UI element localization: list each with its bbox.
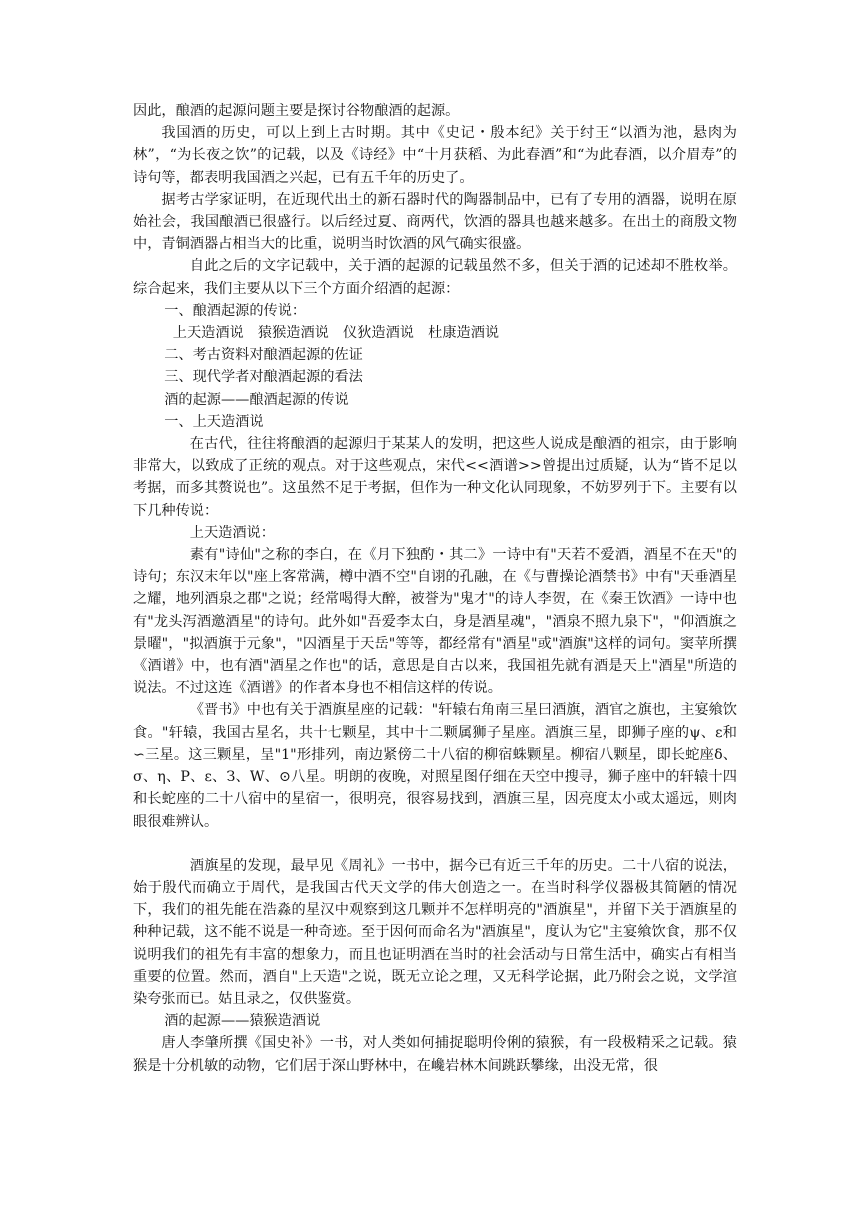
paragraph-4: 自此之后的文字记载中，关于酒的起源的记载虽然不多，但关于酒的记述却不胜枚举。综合起来，我们主要从以下三个方面介绍酒的起源： <box>133 258 737 297</box>
paragraph-6: 上天造酒说： <box>189 524 275 541</box>
outline-item-2: 二、考古资料对酿酒起源的佐证 <box>164 347 363 364</box>
paragraph-2: 我国酒的历史，可以上到上古时期。其中《史记・殷本纪》关于纣王“以酒为池，悬肉为林”，“为长夜之饮”的记载，以及《诗经》中“十月获稻、为此春酒”和“为此春酒，以介眉寿”的诗句等，都表明我国酒之兴起，已有五千年的历史了。 <box>133 125 737 186</box>
paragraph-1: 因此，酿酒的起源问题主要是探讨谷物酿酒的起源。 <box>133 103 460 119</box>
section-heading-legend: 酒的起源——酿酒起源的传说 <box>164 391 349 408</box>
subsection-heading-heaven: 一、上天造酒说 <box>164 413 264 430</box>
paragraph-3: 据考古学家证明，在近现代出土的新石器时代的陶器制品中，已有了专用的酒器，说明在原始社会，我国酿酒已很盛行。以后经过夏、商两代，饮酒的器具也越来越多。在出土的商殷文物中，青铜酒器占相当大的比重，说明当时饮酒的风气确实很盛。 <box>133 191 737 253</box>
paragraph-5: 在古代，往往将酿酒的起源归于某某人的发明，把这些人说成是酿酒的祖宗，由于影响非常大，以致成了正统的观点。对于这些观点，宋代<<酒谱>>曾提出过质疑，认为“皆不足以考据，而多其赘说也”。这虽然不足于考据，但作为一种文化认同现象，不妨罗列于下。主要有以下几种传说： <box>133 436 737 519</box>
paragraph-8: 《晋书》中也有关于酒旗星座的记载："轩辕右角南三星曰酒旗，酒官之旗也，主宴飨饮食。"轩辕，我国古星名，共十七颗星，其中十二颗属狮子星座。酒旗三星，即狮子座的ψ、ε和∽三星。这三颗星，呈"1"形排列，南边紧傍二十八宿的柳宿蛛颗星。柳宿八颗星，即长蛇座δ、σ、η、Ρ、ε、З、W、⊙八星。明朗的夜晚，对照星图仔细在天空中搜寻，狮子座中的轩辕十四和长蛇座的二十八宿中的星宿一，很明亮，很容易找到，酒旗三星，因亮度太小或太遥远，则肉眼很难辨认。 <box>133 702 737 830</box>
paragraph-9: 酒旗星的发现，最早见《周礼》一书中，据今已有近三千年的历史。二十八宿的说法，始于殷代而确立于周代，是我国古代天文学的伟大创造之一。在当时科学仪器极其简陋的情况下，我们的祖先能在浩淼的星汉中观察到这几颗并不怎样明亮的"酒旗星"，并留下关于酒旗星的种种记载，这不能不说是一种奇迹。至于因何而命名为"酒旗星"，度认为它"主宴飨饮食，那不仅说明我们的祖先有丰富的想象力，而且也证明酒在当时的社会活动与日常生活中，确实占有相当重要的位置。然而，酒自"上天造"之说，既无立论之理，又无科学论据，此乃附会之说，文学渲染夸张而已。姑且录之，仅供鉴赏。 <box>133 857 737 1007</box>
document-page <box>133 100 737 1077</box>
blank-line <box>133 833 737 855</box>
outline-item-3: 三、现代学者对酿酒起源的看法 <box>164 369 363 386</box>
outline-item-1: 一、酿酒起源的传说： <box>164 302 307 319</box>
paragraph-10: 唐人李肇所撰《国史补》一书，对人类如何捕捉聪明伶俐的猿猴，有一段极精采之记载。猿猴是十分机敏的动物，它们居于深山野林中，在巉岩林木间跳跃攀缘，出没无常，很 <box>133 1035 737 1074</box>
section-heading-monkey: 酒的起源——猿猴造酒说 <box>164 1013 321 1030</box>
paragraph-7: 素有"诗仙"之称的李白，在《月下独酌・其二》一诗中有"天若不爱酒，酒星不在天"的诗句；东汉末年以"座上客常满，樽中酒不空"自诩的孔融，在《与曹操论酒禁书》中有"天垂酒星之耀，地列酒泉之郡"之说；经常喝得大醉，被誉为"鬼才"的诗人李贺，在《秦王饮酒》一诗中也有"龙头泻酒邀酒星"的诗句。此外如"吾爱李太白，身是酒星魂"，"酒泉不照九泉下"，"仰酒旗之景曜"，"拟酒旗于元象"，"囚酒星于天岳"等等，都经常有"酒星"或"酒旗"这样的词句。窦苹所撰《酒谱》中，也有酒"酒星之作也"的话，意思是自古以来，我国祖先就有酒是天上"酒星"所造的说法。不过这连《酒谱》的作者本身也不相信这样的传说。 <box>133 547 737 697</box>
outline-subitems: 上天造酒说 猿猴造酒说 仪狄造酒说 杜康造酒说 <box>172 325 500 342</box>
